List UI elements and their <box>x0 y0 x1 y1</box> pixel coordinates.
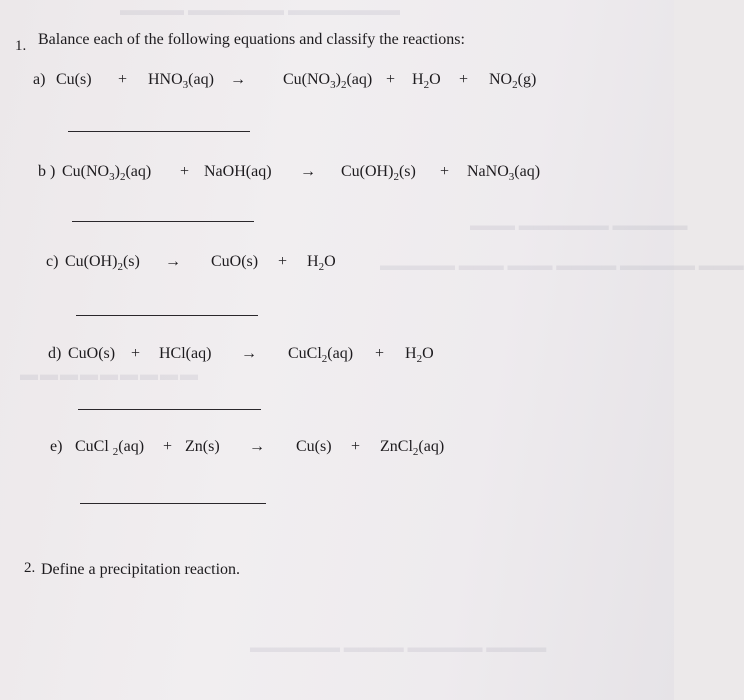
product: NaNO$_3$(aq) <box>467 163 541 183</box>
plus-sign: + <box>440 163 450 180</box>
product: Cu(s) <box>296 438 332 455</box>
reactant: $Cu(OH)_2(s)$ <box>65 253 140 273</box>
reactant: CuCl $_2$(aq) <box>75 438 145 458</box>
reaction-arrow: → <box>300 163 316 180</box>
reaction-arrow: → <box>165 253 181 270</box>
equation-label: d) <box>48 345 62 362</box>
reactant: HCl(aq) <box>159 345 212 362</box>
equation-label: e) <box>50 438 63 455</box>
reactant: NaOH(aq) <box>204 163 272 180</box>
bleed-through-text: ▬▬▬▬▬▬ ▬▬▬▬ ▬▬▬▬▬ ▬▬▬▬ <box>250 640 547 656</box>
plus-sign: + <box>131 345 141 362</box>
question-2-number: 2. <box>24 560 36 576</box>
answer-line-e[interactable] <box>80 503 266 504</box>
plus-sign: + <box>386 71 396 88</box>
equation-label: a) <box>33 71 46 88</box>
plus-sign: + <box>459 71 469 88</box>
plus-sign: + <box>118 71 128 88</box>
plus-sign: + <box>278 253 288 270</box>
bleed-through-text: ▬▬▬▬▬ ▬▬▬ ▬▬▬ ▬▬▬▬ ▬▬▬▬▬ ▬▬▬ <box>380 258 744 274</box>
reaction-arrow: → <box>230 71 246 88</box>
product: CuO(s) <box>211 253 259 270</box>
reactant: CuO(s) <box>68 345 116 362</box>
equation-label: c) <box>46 253 59 270</box>
answer-line-b[interactable] <box>72 221 254 222</box>
question-2-prompt: Define a precipitation reaction. <box>41 561 241 578</box>
question-1-prompt: Balance each of the following equations and classify the reactions: <box>38 31 465 48</box>
answer-line-d[interactable] <box>78 409 261 410</box>
reactant: Cu(s) <box>56 71 92 88</box>
product: CuCl$_2$(aq) <box>288 345 354 365</box>
answer-line-c[interactable] <box>76 315 258 316</box>
product: $H_2O$ <box>307 253 336 273</box>
answer-line-a[interactable] <box>68 131 250 132</box>
plus-sign: + <box>180 163 190 180</box>
reactant: $Cu(NO_3)_2(aq)$ <box>62 163 152 183</box>
plus-sign: + <box>351 438 361 455</box>
reactant: $HNO_3(aq)$ <box>148 71 214 91</box>
product: $Cu(NO_3)_2(aq)$ <box>283 71 373 91</box>
question-1-number: 1. <box>15 38 27 54</box>
reactant: Zn(s) <box>185 438 220 455</box>
product: $NO_2(g)$ <box>489 71 537 91</box>
reaction-arrow: → <box>241 345 257 362</box>
reaction-arrow: → <box>249 438 265 455</box>
bleed-through-text: ▬▬▬▬▬▬▬▬▬ <box>20 364 200 384</box>
product: $H_2O$ <box>412 71 441 91</box>
bleed-through-text: ▬▬▬ ▬▬▬▬▬▬ ▬▬▬▬▬ <box>470 218 688 234</box>
plus-sign: + <box>375 345 385 362</box>
bleed-through-text: ▬▬▬▬ ▬▬▬▬▬▬ ▬▬▬▬▬▬▬ <box>120 2 400 19</box>
product: $Cu(OH)_2(s)$ <box>341 163 416 183</box>
plus-sign: + <box>163 438 173 455</box>
equation-label: b ) <box>38 163 56 180</box>
product: ZnCl$_2$(aq) <box>380 438 445 458</box>
product: $H_2O$ <box>405 345 434 365</box>
